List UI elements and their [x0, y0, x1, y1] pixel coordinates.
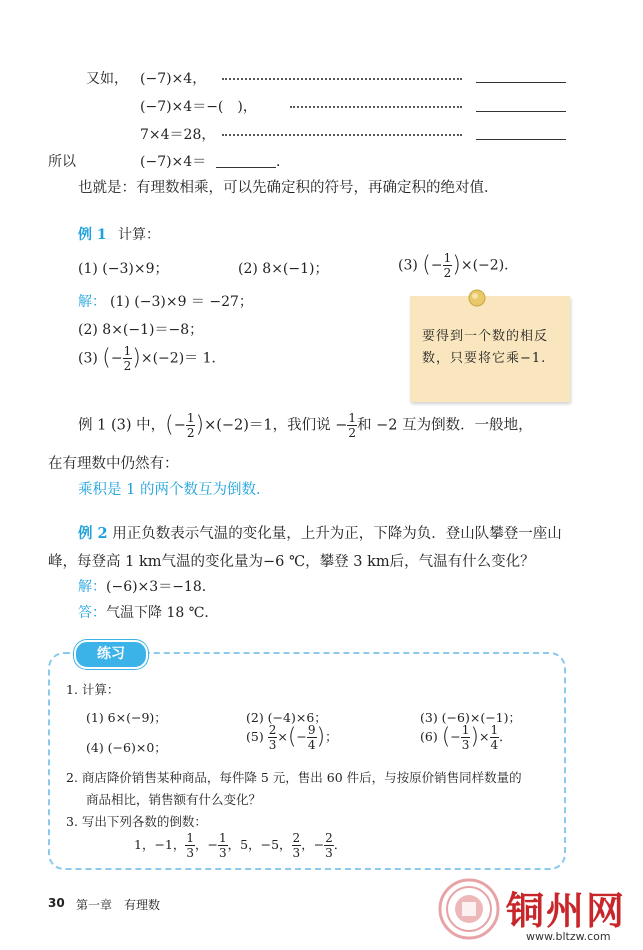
watermark-text: 铜州网: [506, 888, 627, 933]
solution-text: (−6)×3＝−18．: [106, 579, 216, 595]
denominator: 2: [443, 266, 452, 280]
fraction: [443, 252, 453, 279]
answer-label: 答：: [78, 605, 106, 621]
numerator: 1: [123, 344, 132, 358]
denominator: 3: [461, 738, 470, 752]
expression: (−7)×4＝−( )，: [140, 99, 257, 115]
fraction: [218, 832, 228, 859]
denominator: 2: [123, 359, 132, 373]
text-line: 又如，: [86, 71, 128, 87]
expression: 7×4＝28，: [140, 127, 216, 143]
chapter-title: 第一章 有理数: [76, 898, 161, 912]
paragraph-line: [78, 412, 533, 439]
answer-blank: [476, 139, 566, 140]
item-number: (6): [420, 729, 438, 744]
paren: (: [422, 252, 431, 278]
text-span: 和 −2 互为倒数．一般地，: [357, 417, 533, 434]
numerator: 2: [268, 723, 277, 737]
expression: (−7)×4，: [140, 71, 207, 87]
fraction: [268, 724, 278, 751]
page-number: 30: [48, 896, 65, 910]
item-number: (5): [246, 729, 264, 744]
problem-item: (1) (−3)×9；: [78, 261, 169, 277]
paren: ): [470, 724, 480, 750]
expression-tail: ×(−2)．: [460, 257, 519, 274]
fraction: [324, 832, 334, 859]
punctuation: ．: [499, 729, 512, 744]
list-text: ，−: [301, 837, 325, 852]
operator: ×: [479, 729, 490, 744]
numerator: 1: [443, 251, 452, 265]
expression: (−7)×4＝: [140, 154, 207, 170]
item-number: (3): [398, 257, 418, 274]
denominator: 3: [219, 846, 227, 860]
example-line: [78, 522, 562, 543]
practice-item: [420, 724, 512, 751]
numerator: 2: [325, 831, 333, 845]
paragraph-line: 在有理数中仍然有：: [48, 456, 179, 472]
paren: ): [316, 724, 326, 750]
answer-blank: [476, 82, 566, 83]
numerator: 1: [348, 411, 357, 425]
numerator: 9: [307, 723, 316, 737]
text-span: 例 1 (3) 中，: [78, 417, 166, 434]
list-text: ，5，−5，: [227, 837, 292, 852]
sign: −: [450, 729, 461, 744]
example-text: 用正负数表示气温的变化量，上升为正，下降为负．登山队攀登一座山: [112, 526, 562, 542]
fraction: [292, 832, 302, 859]
paren: (: [102, 345, 111, 371]
denominator: 3: [292, 846, 301, 860]
watermark-url: www.bltzw.com: [526, 930, 611, 943]
text-line: 所以: [48, 154, 76, 170]
text-span: ×(−2)＝1，我们说 −: [204, 417, 348, 434]
answer-text: 气温下降 18 ℃．: [106, 605, 219, 621]
sign: −: [296, 729, 307, 744]
rule-text: 乘积是 1 的两个数互为倒数．: [78, 482, 271, 498]
problem-item: (2) 8×(−1)；: [238, 261, 329, 277]
sticky-note: [410, 296, 570, 402]
solution-line: (1) (−3)×9 ＝ −27；: [110, 294, 253, 310]
practice-item: (3) (−6)×(−1)；: [420, 710, 522, 725]
paren: (: [441, 724, 451, 750]
example-label: 例 2: [78, 525, 108, 542]
solution-line: (2) 8×(−1)＝−8；: [78, 322, 204, 338]
example-prompt: 计算：: [118, 227, 160, 243]
fraction: [307, 724, 317, 751]
denominator: 3: [186, 846, 195, 860]
numerator: 1: [186, 411, 195, 425]
numerator: 1: [490, 723, 499, 737]
question: 3. 写出下列各数的倒数：: [66, 814, 207, 829]
paren: (: [287, 724, 297, 750]
denominator: 3: [325, 846, 333, 860]
fraction: [185, 832, 195, 859]
fraction: [347, 412, 357, 439]
fraction: [123, 345, 133, 372]
sign: −: [430, 257, 443, 274]
practice-badge: 练习: [74, 640, 148, 669]
practice-item: (4) (−6)×0；: [86, 740, 167, 755]
item-number: (3): [78, 350, 98, 367]
denominator: 2: [186, 426, 195, 440]
question: 2. 商店降价销售某种商品，每件降 5 元，售出 60 件后，与按原价销售同样数量的: [66, 770, 522, 785]
sign: −: [110, 350, 123, 367]
paren: ): [132, 345, 141, 371]
punctuation: ；: [325, 729, 338, 744]
example-label: 例 1: [78, 227, 107, 243]
list-text: 1，−1，: [134, 837, 186, 852]
operator: ×: [277, 729, 288, 744]
numerator: 2: [292, 831, 301, 845]
reciprocal-list: [134, 832, 346, 859]
practice-item: (1) 6×(−9)；: [86, 710, 167, 725]
denominator: 4: [307, 738, 316, 752]
practice-item: (2) (−4)×6；: [246, 710, 327, 725]
fraction: [461, 724, 471, 751]
list-text: ．: [333, 837, 347, 852]
question: 1. 计算：: [66, 682, 120, 697]
answer-blank: [476, 111, 566, 112]
watermark-logo-icon: [438, 878, 500, 940]
pushpin-icon: [466, 288, 488, 310]
denominator: 4: [490, 738, 499, 752]
answer-line: [78, 602, 218, 622]
paren: ): [195, 412, 205, 438]
example-line: 峰，每登高 1 km气温的变化量为−6 ℃，攀登 3 km后，气温有什么变化？: [48, 554, 535, 570]
dotted-leader: [222, 78, 462, 80]
paren: (: [165, 412, 174, 438]
solution-line: [78, 576, 216, 596]
fraction: [490, 724, 500, 751]
question: 商品相比，销售额有什么变化？: [86, 792, 262, 807]
practice-item: [246, 724, 338, 751]
note-text: 要得到一个数的相反数，只要将它乘−1.: [422, 329, 549, 366]
solution-label: 解：: [78, 294, 106, 310]
sign: −: [173, 417, 186, 434]
punctuation: ．: [276, 154, 290, 170]
answer-blank: [216, 167, 276, 168]
summary-text: 也就是：有理数相乘，可以先确定积的符号，再确定积的绝对值．: [78, 180, 499, 196]
solution-line: [78, 345, 226, 372]
problem-item: [398, 252, 518, 279]
dotted-leader: [290, 106, 462, 108]
denominator: 2: [348, 426, 357, 440]
list-text: ，−: [195, 837, 219, 852]
numerator: 1: [186, 831, 195, 845]
numerator: 1: [219, 831, 227, 845]
paren: ): [452, 252, 461, 278]
expression-tail: ×(−2)＝ 1．: [140, 350, 226, 367]
numerator: 1: [461, 723, 470, 737]
solution-label: 解：: [78, 579, 106, 595]
dotted-leader: [222, 134, 462, 136]
denominator: 3: [268, 738, 277, 752]
